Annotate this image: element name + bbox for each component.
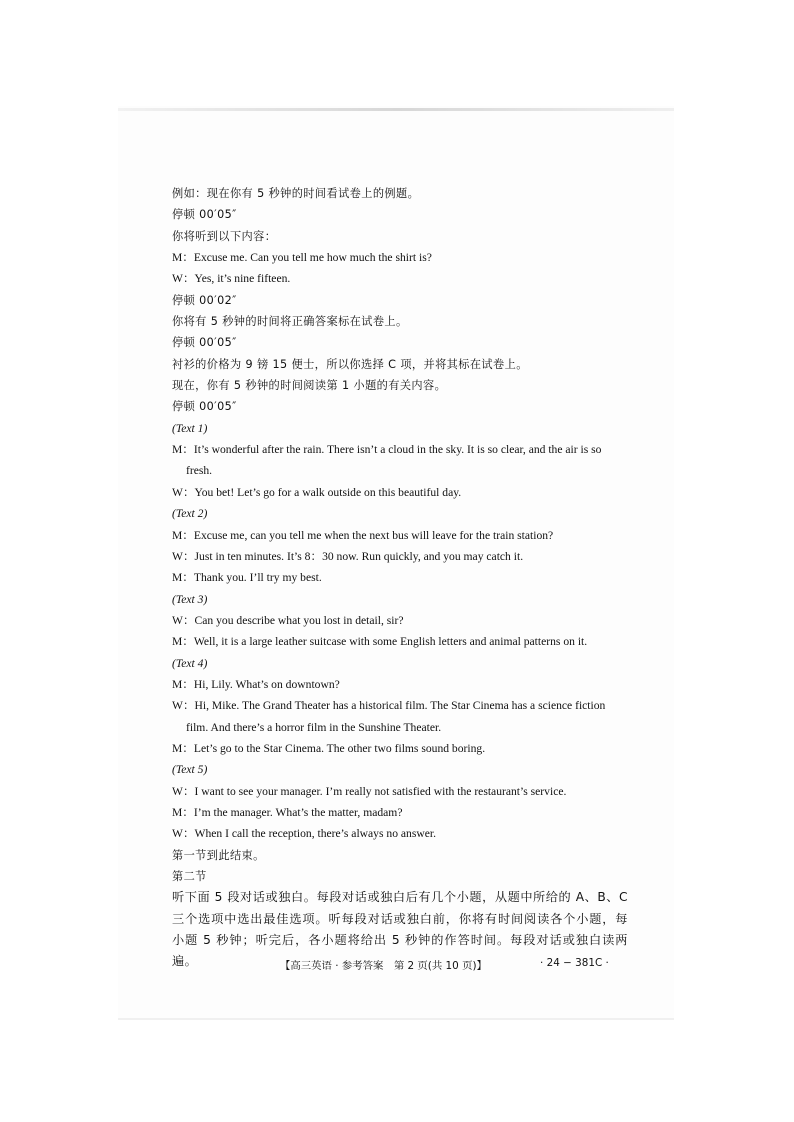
transcript-line: M：Let’s go to the Star Cinema. The other two films sound boring.	[172, 741, 486, 755]
transcript-line: W：You bet! Let’s go for a walk outside on this beautiful day.	[172, 485, 462, 499]
transcript-line: W：Hi, Mike. The Grand Theater has a historical film. The Star Cinema has a science fiction	[172, 699, 606, 713]
footer-code: · 24 − 381C ·	[540, 957, 609, 969]
section-heading: 第二节	[172, 870, 207, 883]
transcript-line: M：I’m the manager. What’s the matter, madam?	[172, 805, 403, 819]
transcript-line: 例如：现在你有 5 秒钟的时间看试卷上的例题。	[172, 187, 420, 200]
transcript-line: W：Just in ten minutes. It’s 8：30 now. Run quickly, and you may catch it.	[172, 549, 524, 563]
transcript-line: 停顿 00′05″	[172, 400, 237, 414]
transcript-line: W：I want to see your manager. I’m really not satisfied with the restaurant’s service.	[172, 784, 567, 798]
bottom-rule	[118, 1018, 674, 1020]
transcript-line: film. And there’s a horror film in the Sunshine Theater.	[186, 720, 442, 734]
transcript-line: M：Well, it is a large leather suitcase with some English letters and animal patterns on it.	[172, 635, 588, 649]
text-label: (Text 5)	[172, 763, 208, 777]
transcript-line: W：Yes, it’s nine fifteen.	[172, 272, 291, 286]
text-label: (Text 4)	[172, 656, 208, 670]
text-label: (Text 3)	[172, 592, 208, 606]
transcript-line: M：Thank you. I’ll try my best.	[172, 571, 322, 585]
transcript-line: M：Excuse me, can you tell me when the next bus will leave for the train station?	[172, 528, 554, 542]
transcript-line: fresh.	[186, 464, 213, 478]
transcript-line: M：Hi, Lily. What’s on downtown?	[172, 677, 340, 691]
transcript-line: M：It’s wonderful after the rain. There isn’t a cloud in the sky. It is so clear, and the air is so	[172, 443, 602, 457]
text-label: (Text 1)	[172, 421, 208, 435]
transcript-line: W：Can you describe what you lost in detail, sir?	[172, 613, 404, 627]
page-footer	[280, 957, 630, 972]
instruction-paragraph: 听下面 5 段对话或独白。每段对话或独白后有几个小题，从题中所给的 A、B、C 三个选项中选出最佳选项。听每段对话或独白前，你将有时间阅读各个小题，每小题 5 秒钟；听完后，各小题将给出 5 秒钟的作答时间。每段对话或独白读两遍。	[172, 890, 628, 969]
top-rule	[118, 108, 674, 111]
transcript-line: 你将听到以下内容：	[172, 229, 277, 243]
transcript-line: 停顿 00′05″	[172, 336, 237, 350]
transcript-line: 你将有 5 秒钟的时间将正确答案标在试卷上。	[172, 315, 408, 329]
section-end-note: 第一节到此结束。	[172, 848, 265, 862]
transcript-line: M：Excuse me. Can you tell me how much the shirt is?	[172, 251, 432, 265]
transcript-line: 现在，你有 5 秒钟的时间阅读第 1 小题的有关内容。	[172, 379, 447, 393]
transcript-line: 停顿 00′02″	[172, 293, 237, 307]
transcript-body	[172, 183, 628, 973]
transcript-line: 停顿 00′05″	[172, 208, 237, 222]
footer-title: 【高三英语 · 参考答案 第 2 页(共 10 页)】	[280, 960, 487, 972]
text-label: (Text 2)	[172, 507, 208, 521]
transcript-line: W：When I call the reception, there’s always no answer.	[172, 827, 436, 841]
transcript-line: 衬衫的价格为 9 镑 15 便士，所以你选择 C 项，并将其标在试卷上。	[172, 357, 528, 371]
